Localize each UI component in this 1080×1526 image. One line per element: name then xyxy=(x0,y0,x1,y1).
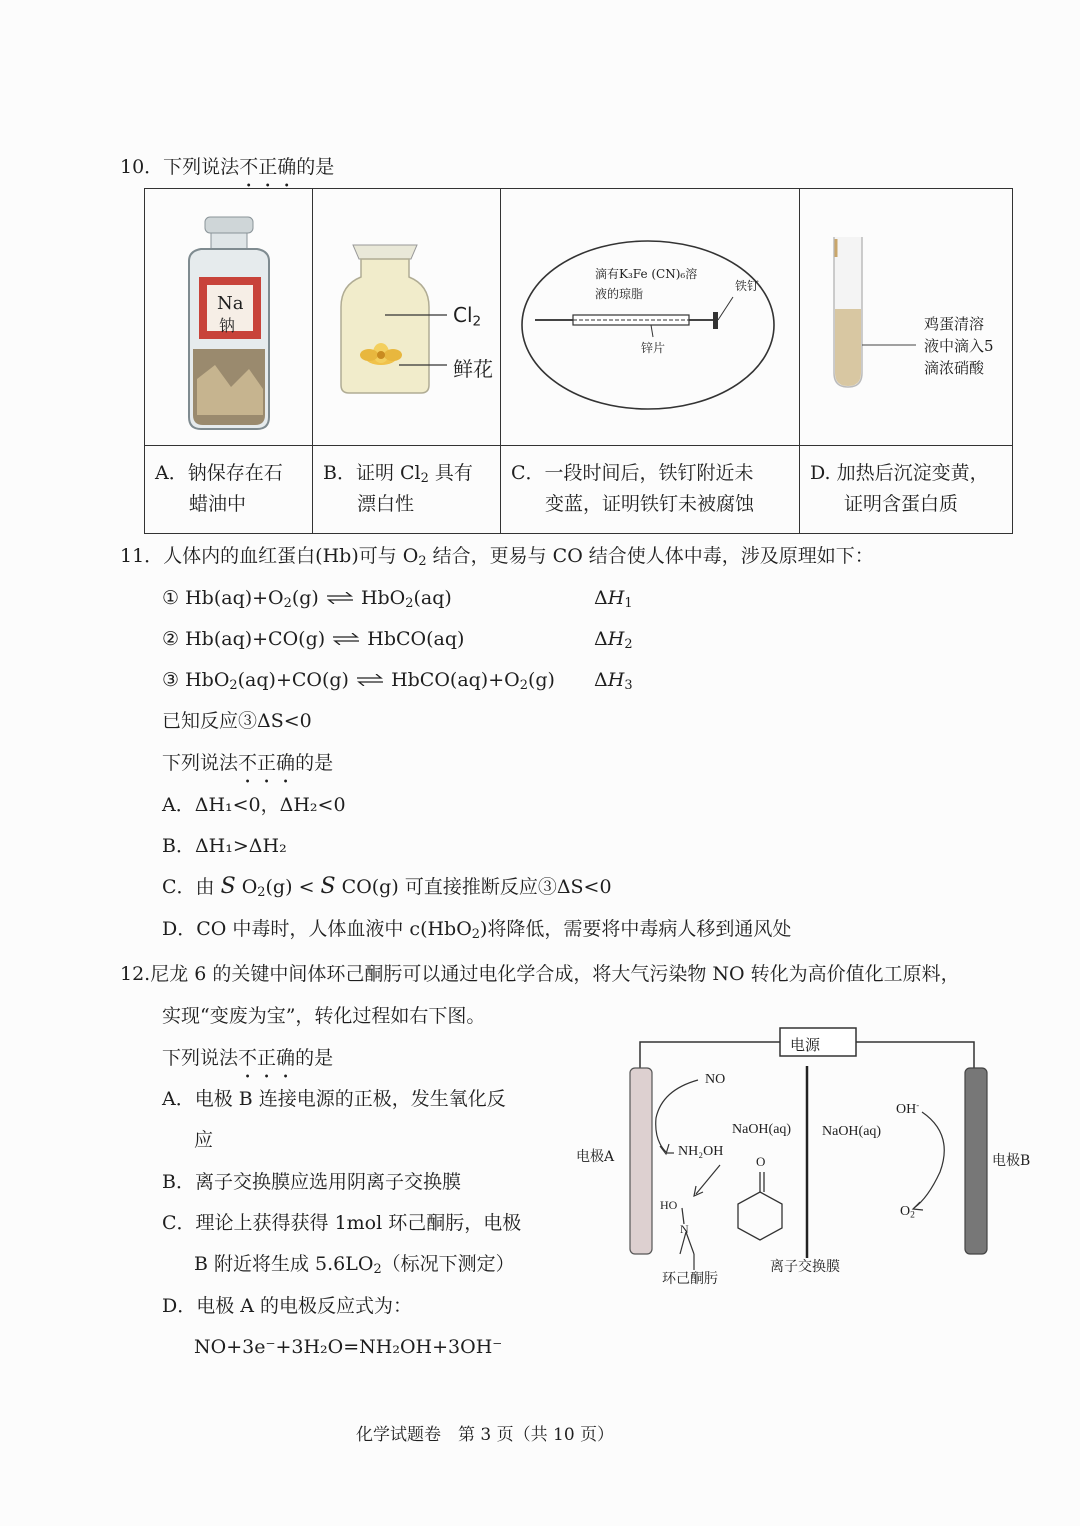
option-d-cell: D. 加热后沉淀变黄， 证明含蛋白质 xyxy=(800,446,1013,534)
naoh-right-label: NaOH(aq) xyxy=(822,1124,882,1139)
equilibrium-arrow-icon xyxy=(331,633,361,645)
electrolysis-diagram xyxy=(570,1022,1050,1297)
delta-h1: $\Delta H_1$ xyxy=(594,587,633,612)
q11-option-a: A．ΔH₁<0，ΔH₂<0 xyxy=(162,794,346,816)
hydroxide-label: OH- xyxy=(896,1100,920,1117)
q12-option-b: B．离子交换膜应选用阴离子交换膜 xyxy=(162,1171,461,1193)
sodium-label-symbol: Na xyxy=(217,293,244,314)
egg-label-line1: 鸡蛋清溶 xyxy=(924,315,985,333)
electrode-a-bar xyxy=(630,1068,652,1254)
chlorine-label: $Cl_2$ xyxy=(453,303,482,330)
q12-option-a-line2: 应 xyxy=(194,1129,214,1151)
q10-table xyxy=(144,188,1013,534)
q11-known: 已知反应③ΔS<0 xyxy=(162,710,312,732)
q11-sub-stem: 下列说法不正确的是 xyxy=(162,752,334,774)
page-footer: 化学试题卷 第 3 页（共 10 页） xyxy=(356,1425,615,1445)
power-source-label: 电源 xyxy=(790,1036,821,1054)
membrane-label: 离子交换膜 xyxy=(770,1259,840,1275)
panel-d-image xyxy=(800,189,1013,446)
equilibrium-arrow-icon xyxy=(355,674,385,686)
ketone-oxygen-label: O xyxy=(756,1154,766,1169)
q12-option-c-line1: C．理论上获得获得 1mol 环己酮肟，电极 xyxy=(162,1212,522,1234)
panel-b-image xyxy=(313,189,501,446)
reaction-2: ② Hb(aq)+CO(g) HbCO(aq) xyxy=(162,628,465,650)
q12-stem-line2: 实现“变废为宝”，转化过程如右下图。 xyxy=(162,1005,486,1027)
q11-stem: 11．人体内的血红蛋白(Hb)可与 $O_2$ 结合，更易与 CO 结合使人体中毒，涉及原理如下： xyxy=(120,545,874,570)
option-b-cell: B．证明 $Cl_2$ 具有 漂白性 xyxy=(313,446,501,534)
q11-option-d: D．CO 中毒时，人体血液中 c(HbO$_2$)将降低，需要将中毒病人移到通风处 xyxy=(162,918,792,943)
oxime-n-label: N xyxy=(680,1222,689,1236)
hydroxylamine-label: NH₂OH xyxy=(678,1144,724,1159)
panel-c-image xyxy=(501,189,800,446)
q12-option-d-line1: D．电极 A 的电极反应式为： xyxy=(162,1295,413,1317)
naoh-left-label: NaOH(aq) xyxy=(732,1122,792,1137)
oxime-ho-label: HO xyxy=(660,1198,678,1212)
product-label: 环己酮肟 xyxy=(662,1271,718,1287)
petri-dish-icon xyxy=(501,189,800,445)
q12-option-a-line1: A．电极 B 连接电源的正极，发生氧化反 xyxy=(162,1088,506,1110)
delta-h2: $\Delta H_2$ xyxy=(594,628,633,653)
panel-a-image xyxy=(145,189,313,446)
q12-option-c-line2: B 附近将生成 $5.6LO_2$（标况下测定） xyxy=(194,1253,515,1278)
q12-stem-line1: 12.尼龙 6 的关键中间体环己酮肟可以通过电化学合成，将大气污染物 NO 转化为高价值化工原料， xyxy=(120,963,960,985)
no-label: NO xyxy=(705,1072,726,1087)
option-a-cell: A．钠保存在石 蜡油中 xyxy=(145,446,313,534)
electrode-b-label: 电极B xyxy=(992,1153,1031,1169)
nail-label: 铁钉 xyxy=(735,279,760,293)
q11-option-c: C．由 S $O_2(g) < S$ CO(g) 可直接推断反应③ΔS<0 xyxy=(162,874,612,901)
q12-sub-stem: 下列说法不正确的是 xyxy=(162,1047,334,1069)
electrode-a-label: 电极A xyxy=(576,1149,615,1165)
option-c-cell: C．一段时间后，铁钉附近未 变蓝，证明铁钉未被腐蚀 xyxy=(501,446,800,534)
oxygen-label: $O_2$ xyxy=(900,1204,915,1221)
reaction-3: ③ HbO$_2$(aq)+CO(g) $HbCO(aq)+O_2(g)$ xyxy=(162,669,555,694)
q12-option-d-line2: NO+3e⁻+3H₂O=NH₂OH+3OH⁻ xyxy=(194,1336,503,1358)
sodium-label-name: 钠 xyxy=(219,316,236,335)
flower-label: 鲜花 xyxy=(453,357,493,381)
q11-option-b: B．ΔH₁>ΔH₂ xyxy=(162,835,287,857)
equilibrium-arrow-icon xyxy=(325,592,355,604)
q10-stem: 10．下列说法不正确的是 xyxy=(120,156,335,178)
reaction-1: ① $Hb(aq)+O_2(g)$ HbO$_2$(aq) xyxy=(162,587,452,612)
dish-label-line1: 滴有K₃Fe (CN)₆溶 xyxy=(595,267,698,281)
dish-label-line2: 液的琼脂 xyxy=(595,287,644,301)
electrode-b-bar xyxy=(965,1068,987,1254)
zinc-plate-label: 锌片 xyxy=(641,341,666,355)
delta-h3: $\Delta H_3$ xyxy=(594,669,633,694)
egg-label-line2: 液中滴入5 xyxy=(924,337,994,355)
egg-label-line3: 滴浓硝酸 xyxy=(924,359,985,377)
